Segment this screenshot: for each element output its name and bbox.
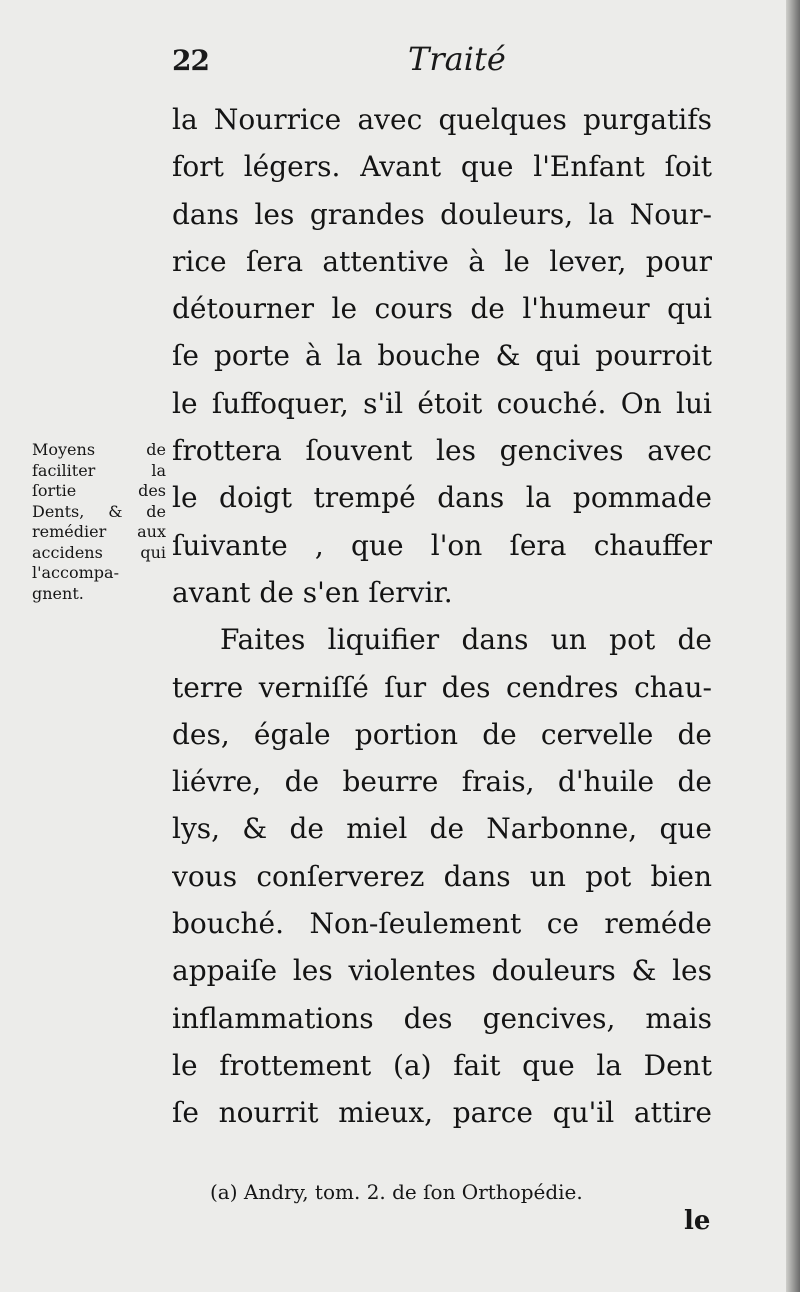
margin-note-line: faciliter la	[32, 460, 166, 480]
margin-note-line: Moyens de	[32, 440, 166, 459]
text-line: ſe porte à la bouche & qui pourroit	[172, 339, 712, 373]
text-line: liévre, de beurre frais, d'huile de	[172, 765, 712, 799]
text-line: avant de s'en ſervir.	[172, 575, 453, 609]
text-line: la Nourrice avec quelques purgatifs	[172, 103, 712, 136]
text-line: rice ſera attentive à le lever, pour	[172, 244, 712, 278]
running-head: Traité	[408, 40, 506, 78]
text-line: fort légers. Avant que l'Enfant ſoit	[172, 150, 712, 184]
text-line: le frottement (a) fait que la Dent	[172, 1048, 712, 1082]
text-line: appaiſe les violentes douleurs & les	[172, 954, 712, 988]
footnote: (a) Andry, tom. 2. de ſon Orthopédie.	[210, 1180, 583, 1204]
margin-note	[32, 440, 166, 604]
text-line: Faites liquifier dans un pot de	[220, 623, 712, 657]
text-line: dans les grandes douleurs, la Nour-	[172, 197, 712, 231]
margin-note-line: l'accompa-	[32, 563, 119, 582]
margin-note-line: ſortie des	[32, 481, 166, 500]
text-line: ſuivante , que l'on ſera chauffer	[172, 528, 712, 562]
text-line: terre verniſſé ſur des cendres chau-	[172, 670, 712, 704]
text-line: détourner le cours de l'humeur qui	[172, 292, 712, 326]
text-line: des, égale portion de cervelle de	[172, 717, 712, 751]
margin-note-line: remédier aux	[32, 522, 166, 541]
body-text	[172, 96, 712, 1137]
page-number: 22	[172, 44, 209, 77]
text-line: inflammations des gencives, mais	[172, 1001, 712, 1035]
margin-note-line: accidens qui	[32, 542, 166, 562]
text-line: ſe nourrit mieux, parce qu'il attire	[172, 1096, 712, 1130]
margin-note-line: gnent.	[32, 583, 84, 603]
text-line: bouché. Non-ſeulement ce reméde	[172, 907, 712, 941]
text-line: vous conſerverez dans un pot bien	[172, 859, 712, 893]
page-header	[172, 40, 712, 90]
text-line: le ſuffoquer, s'il étoit couché. On lui	[172, 386, 712, 420]
text-line: lys, & de miel de Narbonne, que	[172, 812, 712, 846]
margin-note-line: Dents, & de	[32, 501, 166, 521]
catchword: le	[684, 1206, 711, 1236]
page-edge-shadow	[786, 0, 800, 1292]
text-line: le doigt trempé dans la pommade	[172, 481, 712, 515]
text-line: frottera ſouvent les gencives avec	[172, 434, 712, 468]
